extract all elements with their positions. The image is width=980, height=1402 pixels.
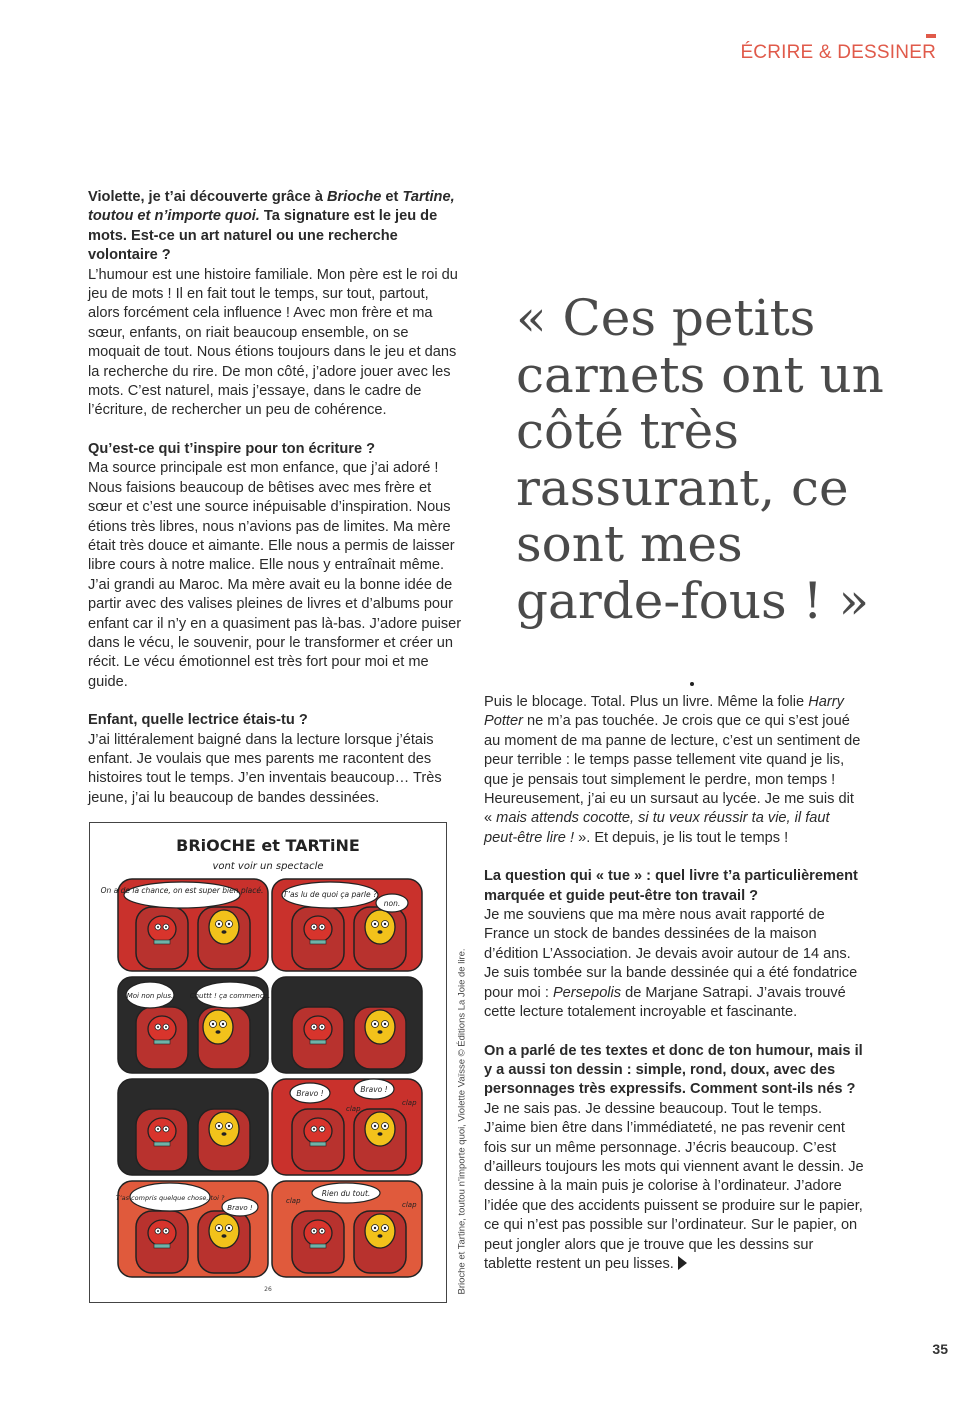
answer-2: Ma source principale est mon enfance, que j’ai adoré ! Nous faisions beaucoup de bêtises avec mes frère et sœur et c’est une source inépuisable d’inspiration. Nous étions très libres, nous n’avions pas de limites. Ma mère était très douce et aimante. Elle nous a permis de laisser libre cours à notre malice. Elle nous y entraînait même. J’ai grandi au Maroc. Ma mère avait eu la bonne idée de partir avec des valises pleines de livres et d’albums pour enfant car il n’y en a quasiment pas là-bas. J’adore puiser dans le vécu, le souvenir, pour le transformer et créer un récit. Le vécu émotionnel est très fort pour moi et me guide.: [88, 460, 462, 690]
comic-svg: [90, 823, 446, 1302]
right-column: [484, 693, 864, 1274]
answer-5: [484, 1100, 864, 1275]
answer-3-continued: [484, 693, 864, 848]
clap-sfx-4: clap: [402, 1201, 417, 1209]
clap-sfx-1: clap: [346, 1105, 361, 1113]
comic-illustration: [89, 822, 447, 1303]
bubble-1: On a de la chance, on est super bien placé.: [100, 886, 264, 895]
answer-3: J’ai littéralement baigné dans la lecture lorsque j’étais enfant. Je voulais que mes parents me racontent des histoires tout le temps. J’en inventais beaucoup… Très jeune, j’ai lu beaucoup de bandes dessinées.: [88, 731, 442, 806]
comic-page-number: 26: [264, 1286, 272, 1293]
answer-4: [484, 906, 864, 1022]
panel-5: [118, 1079, 268, 1175]
question-1: [88, 188, 464, 266]
panel-1: [101, 879, 268, 971]
text-run: Puis le blocage. Total. Plus un livre. Même la folie: [484, 694, 809, 710]
panel-7: [116, 1181, 268, 1277]
text-run: Tartine, toutou et n’importe quoi.: [88, 189, 455, 225]
panel-2: [272, 879, 422, 971]
text-run: Persepolis: [552, 984, 622, 1001]
end-of-article-arrow-icon: [678, 1256, 687, 1270]
clap-sfx-2: clap: [402, 1099, 417, 1107]
comic-subtitle: vont voir un spectacle: [212, 861, 324, 872]
section-label: ÉCRIRE & DESSINER: [740, 42, 936, 63]
page-number: 35: [932, 1341, 948, 1357]
section-accent-dash: [926, 34, 936, 38]
answer-5-text: Je ne sais pas. Je dessine beaucoup. Tout le temps. J’aime bien être dans l’immédiateté, ne pas revenir cent fois sur un même personnage. J’écris beaucoup. C’est d’ailleurs toujours les mots qui viennent avant le dessin. Je dessine à la main puis je colorise à l’ordinateur. J’adore l’idée que des accidents puissent se produire sur le papier, ce qui n’est pas possible sur l’ordinateur. Sur le papier, on peut jongler alors que je trouve que les dessins sur tablette restent un peu lisses.: [484, 1100, 864, 1272]
bubble-9: Bravo !: [227, 1204, 253, 1212]
pull-quote: « Ces petits carnets ont un côté très rassurant, ce sont mes garde-fous ! »: [516, 289, 884, 630]
question-4: La question qui « tue » : quel livre t’a particulièrement marquée et guide peut-être ton travail ?: [484, 868, 858, 904]
text-run: de Marjane Satrapi. J’avais trouvé cette lecture totalement incroyable et fascinante.: [484, 984, 846, 1021]
answer-1: L’humour est une histoire familiale. Mon père est le roi du jeu de mots ! Il en fait tout le temps, sur tout, partout, alors forcément cela influence ! Avec mon frère et ma sœur, enfants, on riait beaucoup ensemble, on se moquait de tout. Nous étions toujours dans le jeu et dans la recherche du rire. De mon côté, j’adore jouer avec les mots. C’est naturel, mais j’essaye, dans le cadre de l’écriture, de rechercher un peu de cohérence.: [88, 266, 458, 419]
panel-6: [272, 1079, 422, 1175]
bubble-10: Rien du tout.: [321, 1189, 371, 1198]
bubble-2: T’as lu de quoi ça parle ?: [282, 890, 378, 899]
bubble-4: Moi non plus.: [126, 992, 174, 1000]
panel-4: [272, 977, 422, 1073]
text-run: ne m’a pas touchée. Je crois que ce qui s’est joué au moment de ma panne de lecture, c’est un sentiment de peur terrible : le temps passe tellement vite quand je lis, que je pensais tout simplement le perdre, mon temps ! Heureusement, j’ai eu un sursaut au lycée. Je me suis dit «: [484, 713, 861, 827]
panel-3: [118, 977, 270, 1073]
figure-caption-text: Brioche et Tartine, toutou n’importe quoi, Violette Vaïsse © Éditions La Joie de lire.: [456, 948, 468, 1295]
text-run: et: [381, 189, 403, 205]
panel-8: [272, 1181, 422, 1277]
text-run: Brioche: [327, 189, 382, 205]
text-run: mais attends cocotte, si tu veux réussir ta vie, il faut peut-être lire !: [484, 810, 830, 846]
text-run: ». Et depuis, je lis tout le temps !: [574, 829, 789, 846]
text-run: Violette, je t’ai découverte grâce à: [88, 189, 328, 205]
question-2: Qu’est-ce qui t’inspire pour ton écriture ?: [88, 440, 376, 457]
bubble-6: Bravo !: [296, 1089, 324, 1098]
text-run: Je me souviens que ma mère nous avait rapporté de France un stock de bandes dessinées de la maison d’édition L’Association. Je devais avoir autour de 14 ans. Je suis tombée sur la bande dessinée qui a été fondatrice pour moi :: [484, 907, 858, 1001]
question-5: On a parlé de tes textes et donc de ton humour, mais il y a aussi ton dessin : simple, rond, doux, avec des personnages très expressifs. Comment sont-ils nés ?: [484, 1042, 863, 1098]
bubble-3: non.: [383, 899, 401, 908]
clap-sfx-3: clap: [286, 1197, 301, 1205]
bubble-7: Bravo !: [360, 1085, 388, 1094]
left-column: [88, 188, 464, 808]
question-3: Enfant, quelle lectrice étais-tu ?: [88, 712, 308, 729]
separator-dot: [690, 682, 694, 686]
comic-title: BRiOCHE et TARTiNE: [176, 836, 360, 855]
text-run: Harry Potter: [484, 694, 844, 730]
bubble-8: T’as compris quelque chose, toi ?: [115, 1194, 225, 1202]
figure-caption: [455, 822, 467, 1302]
text-run: Ta signature est le jeu de mots. Est-ce un art naturel ou une recherche volontaire ?: [88, 208, 438, 264]
bubble-5: Chuttt ! ça commence.: [189, 992, 271, 1000]
